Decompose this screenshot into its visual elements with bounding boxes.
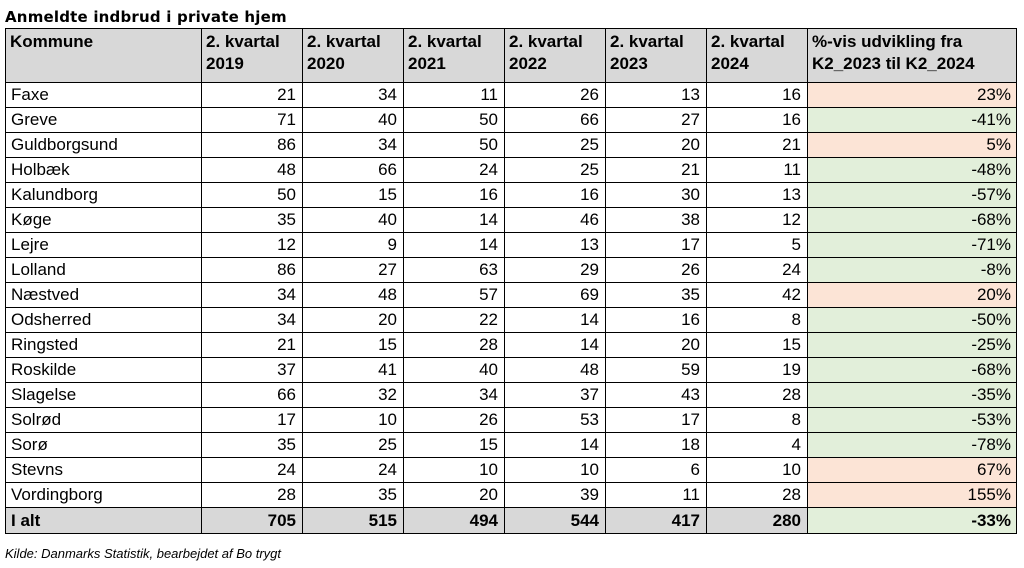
value-cell: 10: [303, 408, 404, 433]
total-row: [6, 508, 1017, 534]
value-cell: 59: [606, 358, 707, 383]
value-cell: 12: [202, 233, 303, 258]
kommune-cell: Holbæk: [6, 158, 202, 183]
table-row: [6, 408, 1017, 433]
value-cell: 50: [404, 133, 505, 158]
change-cell: -8%: [808, 258, 1017, 283]
kommune-cell: Roskilde: [6, 358, 202, 383]
table-row: [6, 183, 1017, 208]
value-cell: 39: [505, 483, 606, 508]
value-cell: 20: [404, 483, 505, 508]
value-cell: 30: [606, 183, 707, 208]
table-row: [6, 283, 1017, 308]
change-cell: 155%: [808, 483, 1017, 508]
kommune-cell: Greve: [6, 108, 202, 133]
value-cell: 16: [505, 183, 606, 208]
value-cell: 63: [404, 258, 505, 283]
value-cell: 35: [202, 433, 303, 458]
table-row: [6, 233, 1017, 258]
value-cell: 10: [404, 458, 505, 483]
value-cell: 17: [606, 233, 707, 258]
table-row: [6, 358, 1017, 383]
value-cell: 11: [707, 158, 808, 183]
value-cell: 15: [303, 333, 404, 358]
value-cell: 21: [707, 133, 808, 158]
value-cell: 40: [404, 358, 505, 383]
header-2022: 2. kvartal 2022: [505, 29, 606, 83]
value-cell: 14: [404, 233, 505, 258]
value-cell: 48: [505, 358, 606, 383]
table-body: [6, 83, 1017, 534]
change-cell: -48%: [808, 158, 1017, 183]
change-cell: -68%: [808, 358, 1017, 383]
value-cell: 705: [202, 508, 303, 534]
value-cell: 34: [202, 308, 303, 333]
change-cell: -71%: [808, 233, 1017, 258]
value-cell: 37: [505, 383, 606, 408]
value-cell: 34: [303, 133, 404, 158]
value-cell: 9: [303, 233, 404, 258]
value-cell: 26: [404, 408, 505, 433]
value-cell: 28: [707, 383, 808, 408]
table-row: [6, 133, 1017, 158]
kommune-cell: Næstved: [6, 283, 202, 308]
value-cell: 69: [505, 283, 606, 308]
change-cell: -35%: [808, 383, 1017, 408]
kommune-cell: Odsherred: [6, 308, 202, 333]
value-cell: 24: [303, 458, 404, 483]
kommune-cell: Kalundborg: [6, 183, 202, 208]
value-cell: 17: [606, 408, 707, 433]
header-2023: 2. kvartal 2023: [606, 29, 707, 83]
value-cell: 14: [505, 433, 606, 458]
value-cell: 71: [202, 108, 303, 133]
header-row: [6, 29, 1017, 83]
value-cell: 40: [303, 208, 404, 233]
kommune-cell: Lejre: [6, 233, 202, 258]
kommune-cell: Køge: [6, 208, 202, 233]
value-cell: 15: [404, 433, 505, 458]
table-row: [6, 258, 1017, 283]
table-row: [6, 383, 1017, 408]
value-cell: 41: [303, 358, 404, 383]
value-cell: 25: [303, 433, 404, 458]
value-cell: 27: [303, 258, 404, 283]
value-cell: 544: [505, 508, 606, 534]
value-cell: 57: [404, 283, 505, 308]
value-cell: 14: [505, 333, 606, 358]
value-cell: 10: [707, 458, 808, 483]
value-cell: 66: [505, 108, 606, 133]
change-cell: -57%: [808, 183, 1017, 208]
header-2024: 2. kvartal 2024: [707, 29, 808, 83]
value-cell: 15: [303, 183, 404, 208]
value-cell: 50: [202, 183, 303, 208]
value-cell: 28: [707, 483, 808, 508]
table-row: [6, 433, 1017, 458]
value-cell: 13: [505, 233, 606, 258]
value-cell: 53: [505, 408, 606, 433]
value-cell: 10: [505, 458, 606, 483]
value-cell: 417: [606, 508, 707, 534]
change-cell: -25%: [808, 333, 1017, 358]
value-cell: 46: [505, 208, 606, 233]
value-cell: 16: [606, 308, 707, 333]
kommune-cell: Solrød: [6, 408, 202, 433]
kommune-cell: Ringsted: [6, 333, 202, 358]
value-cell: 8: [707, 408, 808, 433]
change-cell: -50%: [808, 308, 1017, 333]
value-cell: 15: [707, 333, 808, 358]
value-cell: 20: [303, 308, 404, 333]
header-2019: 2. kvartal 2019: [202, 29, 303, 83]
value-cell: 40: [303, 108, 404, 133]
value-cell: 34: [303, 83, 404, 108]
value-cell: 16: [404, 183, 505, 208]
value-cell: 86: [202, 258, 303, 283]
kommune-cell: I alt: [6, 508, 202, 534]
source-note: Kilde: Danmarks Statistik, bearbejdet af Bo trygt: [5, 546, 282, 561]
value-cell: 35: [606, 283, 707, 308]
kommune-cell: Slagelse: [6, 383, 202, 408]
value-cell: 86: [202, 133, 303, 158]
value-cell: 8: [707, 308, 808, 333]
value-cell: 18: [606, 433, 707, 458]
change-cell: 5%: [808, 133, 1017, 158]
value-cell: 25: [505, 158, 606, 183]
value-cell: 66: [202, 383, 303, 408]
kommune-cell: Sorø: [6, 433, 202, 458]
value-cell: 24: [707, 258, 808, 283]
value-cell: 16: [707, 108, 808, 133]
table-row: [6, 158, 1017, 183]
change-cell: 23%: [808, 83, 1017, 108]
change-cell: -53%: [808, 408, 1017, 433]
table-row: [6, 458, 1017, 483]
value-cell: 21: [202, 333, 303, 358]
value-cell: 32: [303, 383, 404, 408]
value-cell: 37: [202, 358, 303, 383]
kommune-cell: Stevns: [6, 458, 202, 483]
value-cell: 11: [606, 483, 707, 508]
value-cell: 13: [707, 183, 808, 208]
value-cell: 11: [404, 83, 505, 108]
value-cell: 20: [606, 133, 707, 158]
value-cell: 43: [606, 383, 707, 408]
value-cell: 6: [606, 458, 707, 483]
change-cell: -33%: [808, 508, 1017, 534]
table-row: [6, 308, 1017, 333]
value-cell: 35: [303, 483, 404, 508]
value-cell: 19: [707, 358, 808, 383]
header-2021: 2. kvartal 2021: [404, 29, 505, 83]
value-cell: 515: [303, 508, 404, 534]
table-row: [6, 83, 1017, 108]
table-row: [6, 483, 1017, 508]
value-cell: 66: [303, 158, 404, 183]
value-cell: 50: [404, 108, 505, 133]
value-cell: 27: [606, 108, 707, 133]
value-cell: 494: [404, 508, 505, 534]
value-cell: 12: [707, 208, 808, 233]
value-cell: 16: [707, 83, 808, 108]
value-cell: 17: [202, 408, 303, 433]
value-cell: 13: [606, 83, 707, 108]
change-cell: 67%: [808, 458, 1017, 483]
burglary-table: [5, 28, 1017, 534]
value-cell: 5: [707, 233, 808, 258]
value-cell: 25: [505, 133, 606, 158]
value-cell: 42: [707, 283, 808, 308]
kommune-cell: Faxe: [6, 83, 202, 108]
change-cell: -41%: [808, 108, 1017, 133]
header-2020: 2. kvartal 2020: [303, 29, 404, 83]
value-cell: 34: [202, 283, 303, 308]
table-title: Anmeldte indbrud i private hjem: [5, 8, 287, 26]
value-cell: 21: [606, 158, 707, 183]
value-cell: 14: [404, 208, 505, 233]
value-cell: 24: [202, 458, 303, 483]
value-cell: 280: [707, 508, 808, 534]
value-cell: 34: [404, 383, 505, 408]
value-cell: 35: [202, 208, 303, 233]
change-cell: 20%: [808, 283, 1017, 308]
change-cell: -78%: [808, 433, 1017, 458]
kommune-cell: Guldborgsund: [6, 133, 202, 158]
value-cell: 28: [202, 483, 303, 508]
header-kommune: Kommune: [6, 29, 202, 83]
value-cell: 22: [404, 308, 505, 333]
value-cell: 29: [505, 258, 606, 283]
value-cell: 20: [606, 333, 707, 358]
value-cell: 26: [606, 258, 707, 283]
value-cell: 24: [404, 158, 505, 183]
value-cell: 38: [606, 208, 707, 233]
value-cell: 4: [707, 433, 808, 458]
table-row: [6, 333, 1017, 358]
value-cell: 14: [505, 308, 606, 333]
change-cell: -68%: [808, 208, 1017, 233]
kommune-cell: Lolland: [6, 258, 202, 283]
header-change: %-vis udvikling fra K2_2023 til K2_2024: [808, 29, 1017, 83]
table-row: [6, 208, 1017, 233]
value-cell: 21: [202, 83, 303, 108]
value-cell: 26: [505, 83, 606, 108]
value-cell: 48: [303, 283, 404, 308]
kommune-cell: Vordingborg: [6, 483, 202, 508]
table-row: [6, 108, 1017, 133]
value-cell: 28: [404, 333, 505, 358]
value-cell: 48: [202, 158, 303, 183]
